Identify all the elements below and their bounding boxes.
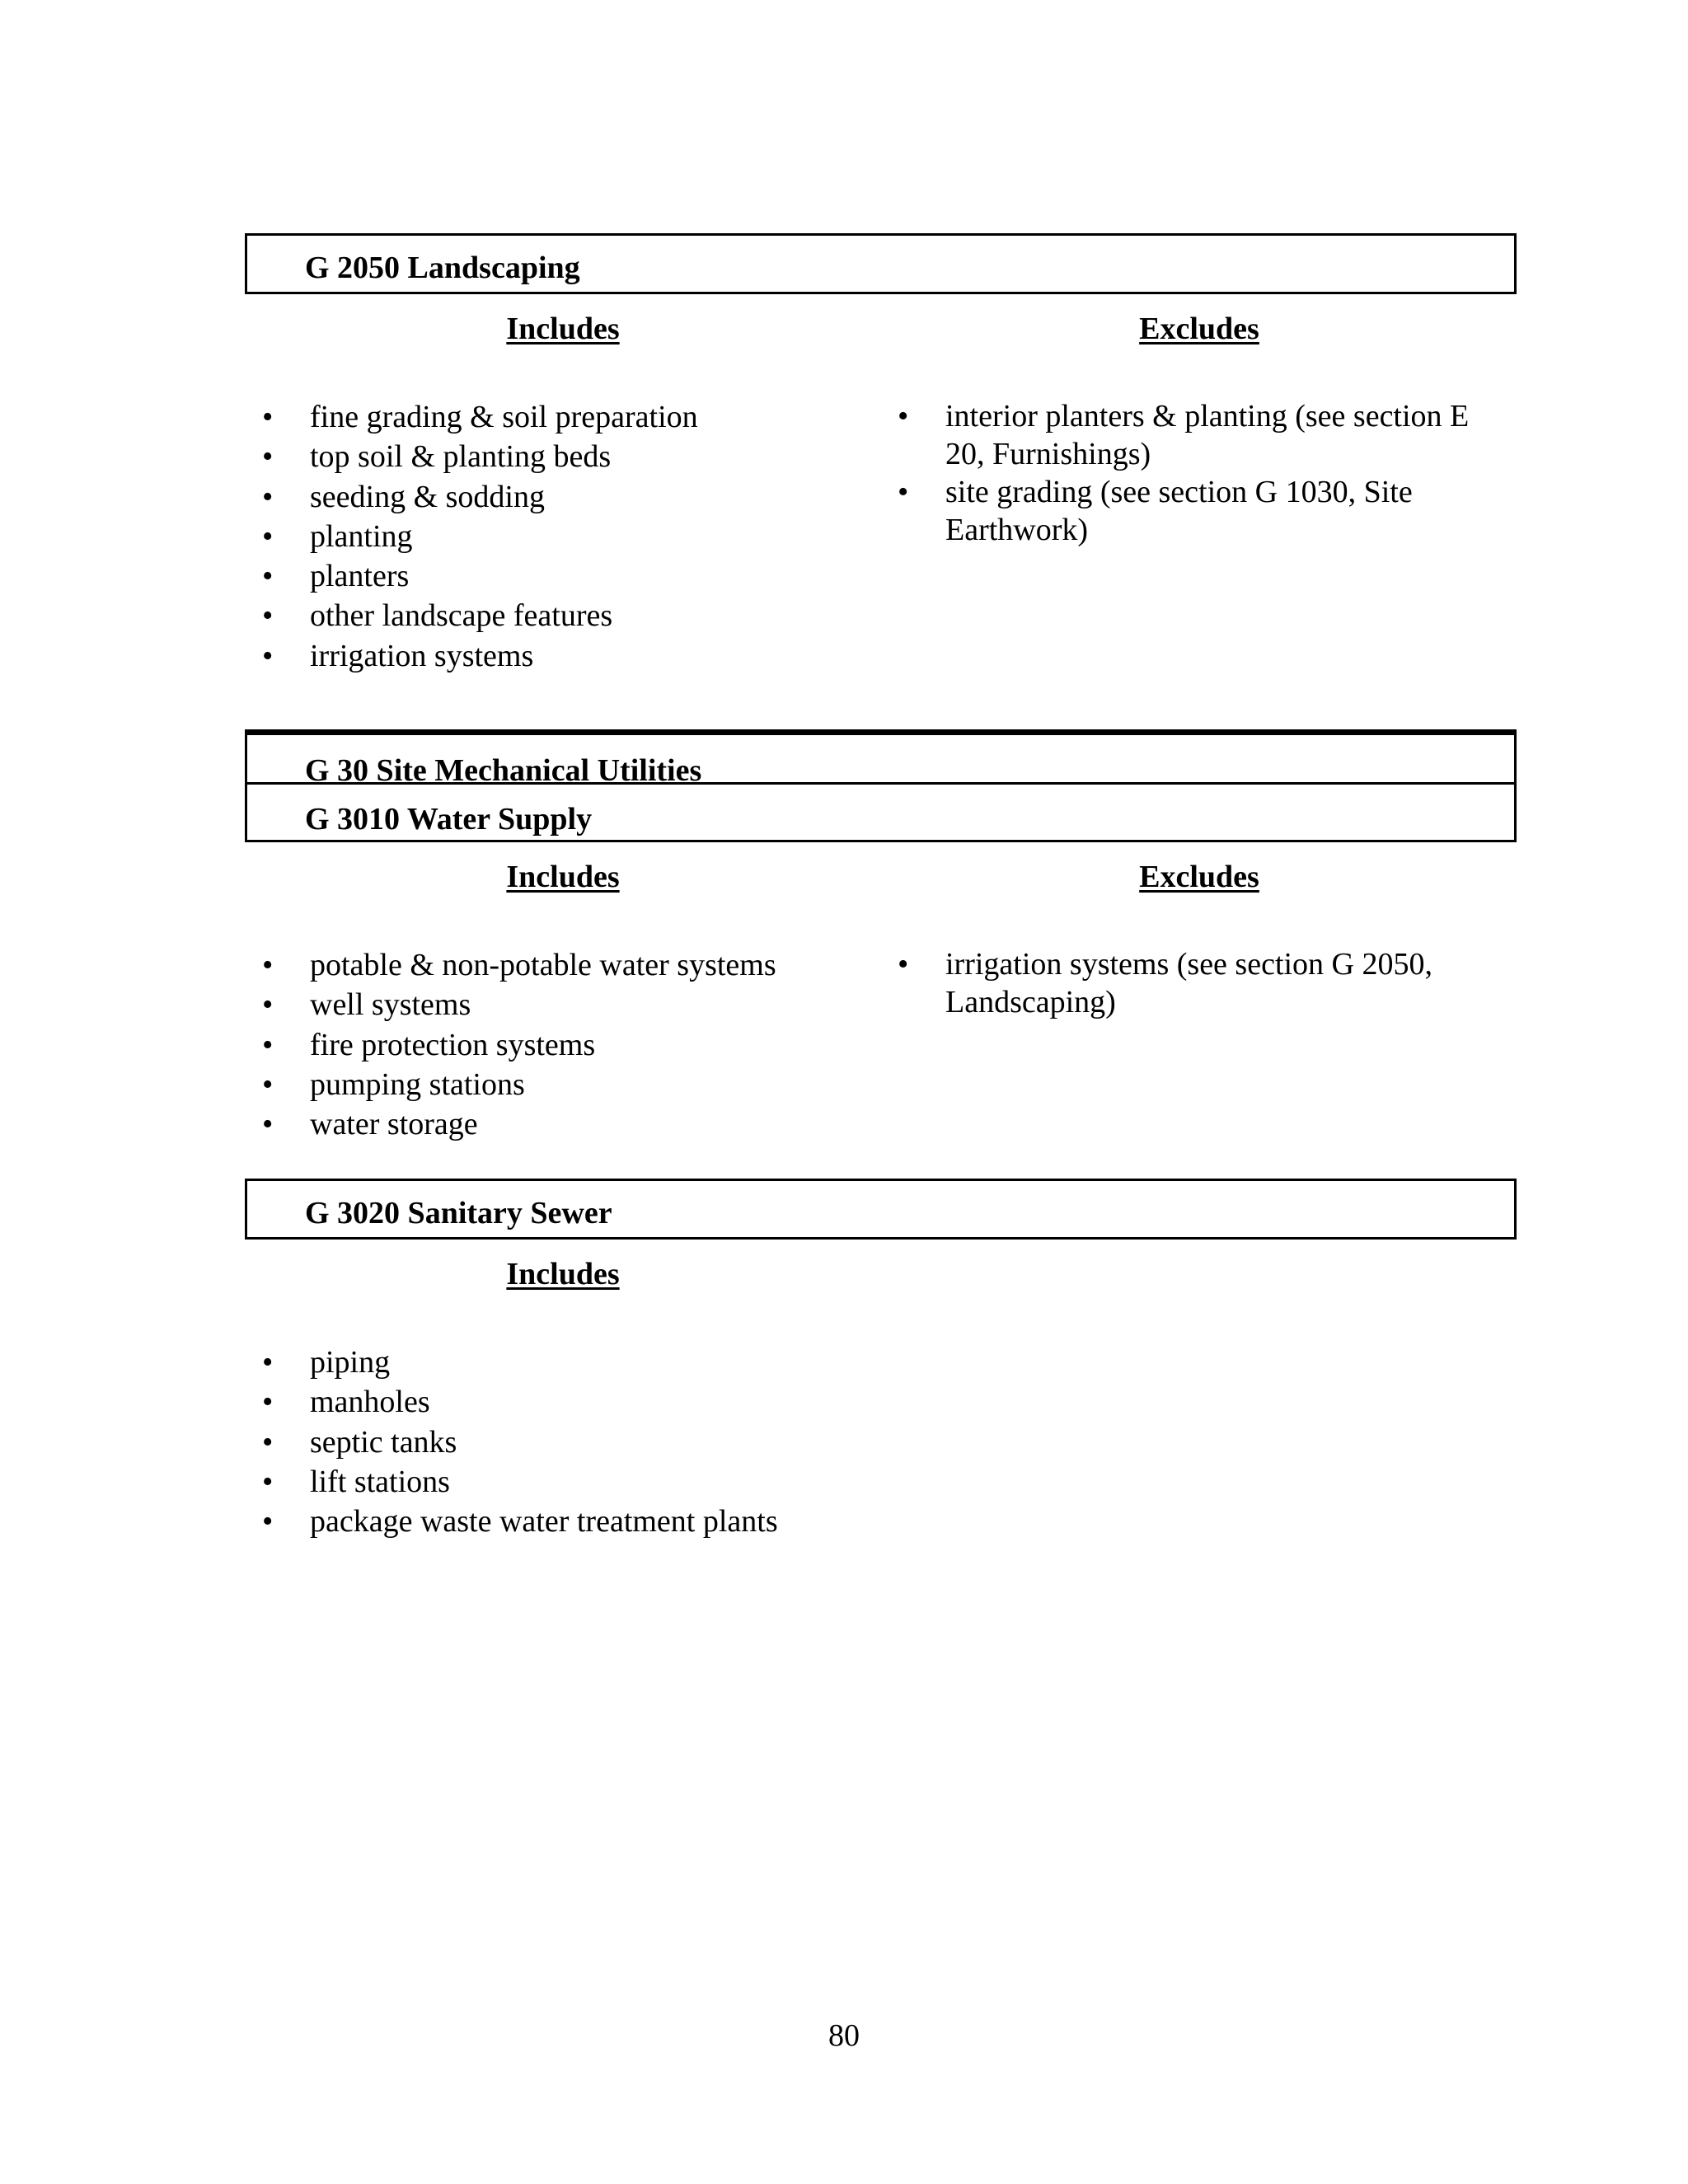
list-item: • lift stations xyxy=(262,1462,856,1502)
includes-list xyxy=(262,397,856,676)
list-item: • fire protection systems xyxy=(262,1025,856,1065)
list-item: • irrigation systems (see section G 2050, Landscaping) xyxy=(898,945,1475,1021)
section-title: G 30 Site Mechanical Utilities xyxy=(305,753,702,788)
excludes-list xyxy=(898,397,1491,549)
list-item: • package waste water treatment plants xyxy=(262,1502,856,1541)
list-item: • site grading (see section G 1030, Site Earthwork) xyxy=(898,473,1491,549)
section-title: G 2050 Landscaping xyxy=(305,251,580,285)
list-item: • seeding & sodding xyxy=(262,477,856,517)
excludes-heading: Excludes xyxy=(1139,312,1259,346)
list-item: • planting xyxy=(262,517,856,556)
includes-heading: Includes xyxy=(506,860,620,894)
includes-heading: Includes xyxy=(506,312,620,346)
excludes-heading: Excludes xyxy=(1139,860,1259,894)
list-item: • piping xyxy=(262,1343,856,1382)
list-item: • well systems xyxy=(262,985,856,1024)
list-item: • interior planters & planting (see section E 20, Furnishings) xyxy=(898,397,1491,473)
subsection-title: G 3010 Water Supply xyxy=(305,802,593,837)
page-number: 80 xyxy=(828,2018,860,2053)
list-item: • irrigation systems xyxy=(262,636,856,676)
list-item: • top soil & planting beds xyxy=(262,437,856,476)
list-item: • fine grading & soil preparation xyxy=(262,397,856,437)
excludes-list xyxy=(898,945,1475,1021)
list-item: • pumping stations xyxy=(262,1065,856,1104)
includes-list xyxy=(262,1343,856,1541)
list-item: • potable & non-potable water systems xyxy=(262,945,856,985)
section-header-sanitary-sewer xyxy=(245,1179,1517,1240)
list-item: • water storage xyxy=(262,1104,856,1144)
list-item: • septic tanks xyxy=(262,1422,856,1462)
header-divider xyxy=(247,782,1514,785)
list-item: • planters xyxy=(262,556,856,596)
section-header-landscaping xyxy=(245,233,1517,294)
list-item: • other landscape features xyxy=(262,596,856,635)
list-item: • manholes xyxy=(262,1382,856,1422)
includes-heading: Includes xyxy=(506,1257,620,1291)
section-title: G 3020 Sanitary Sewer xyxy=(305,1196,612,1230)
includes-list xyxy=(262,945,856,1144)
section-header-mechanical-utilities xyxy=(245,729,1517,842)
